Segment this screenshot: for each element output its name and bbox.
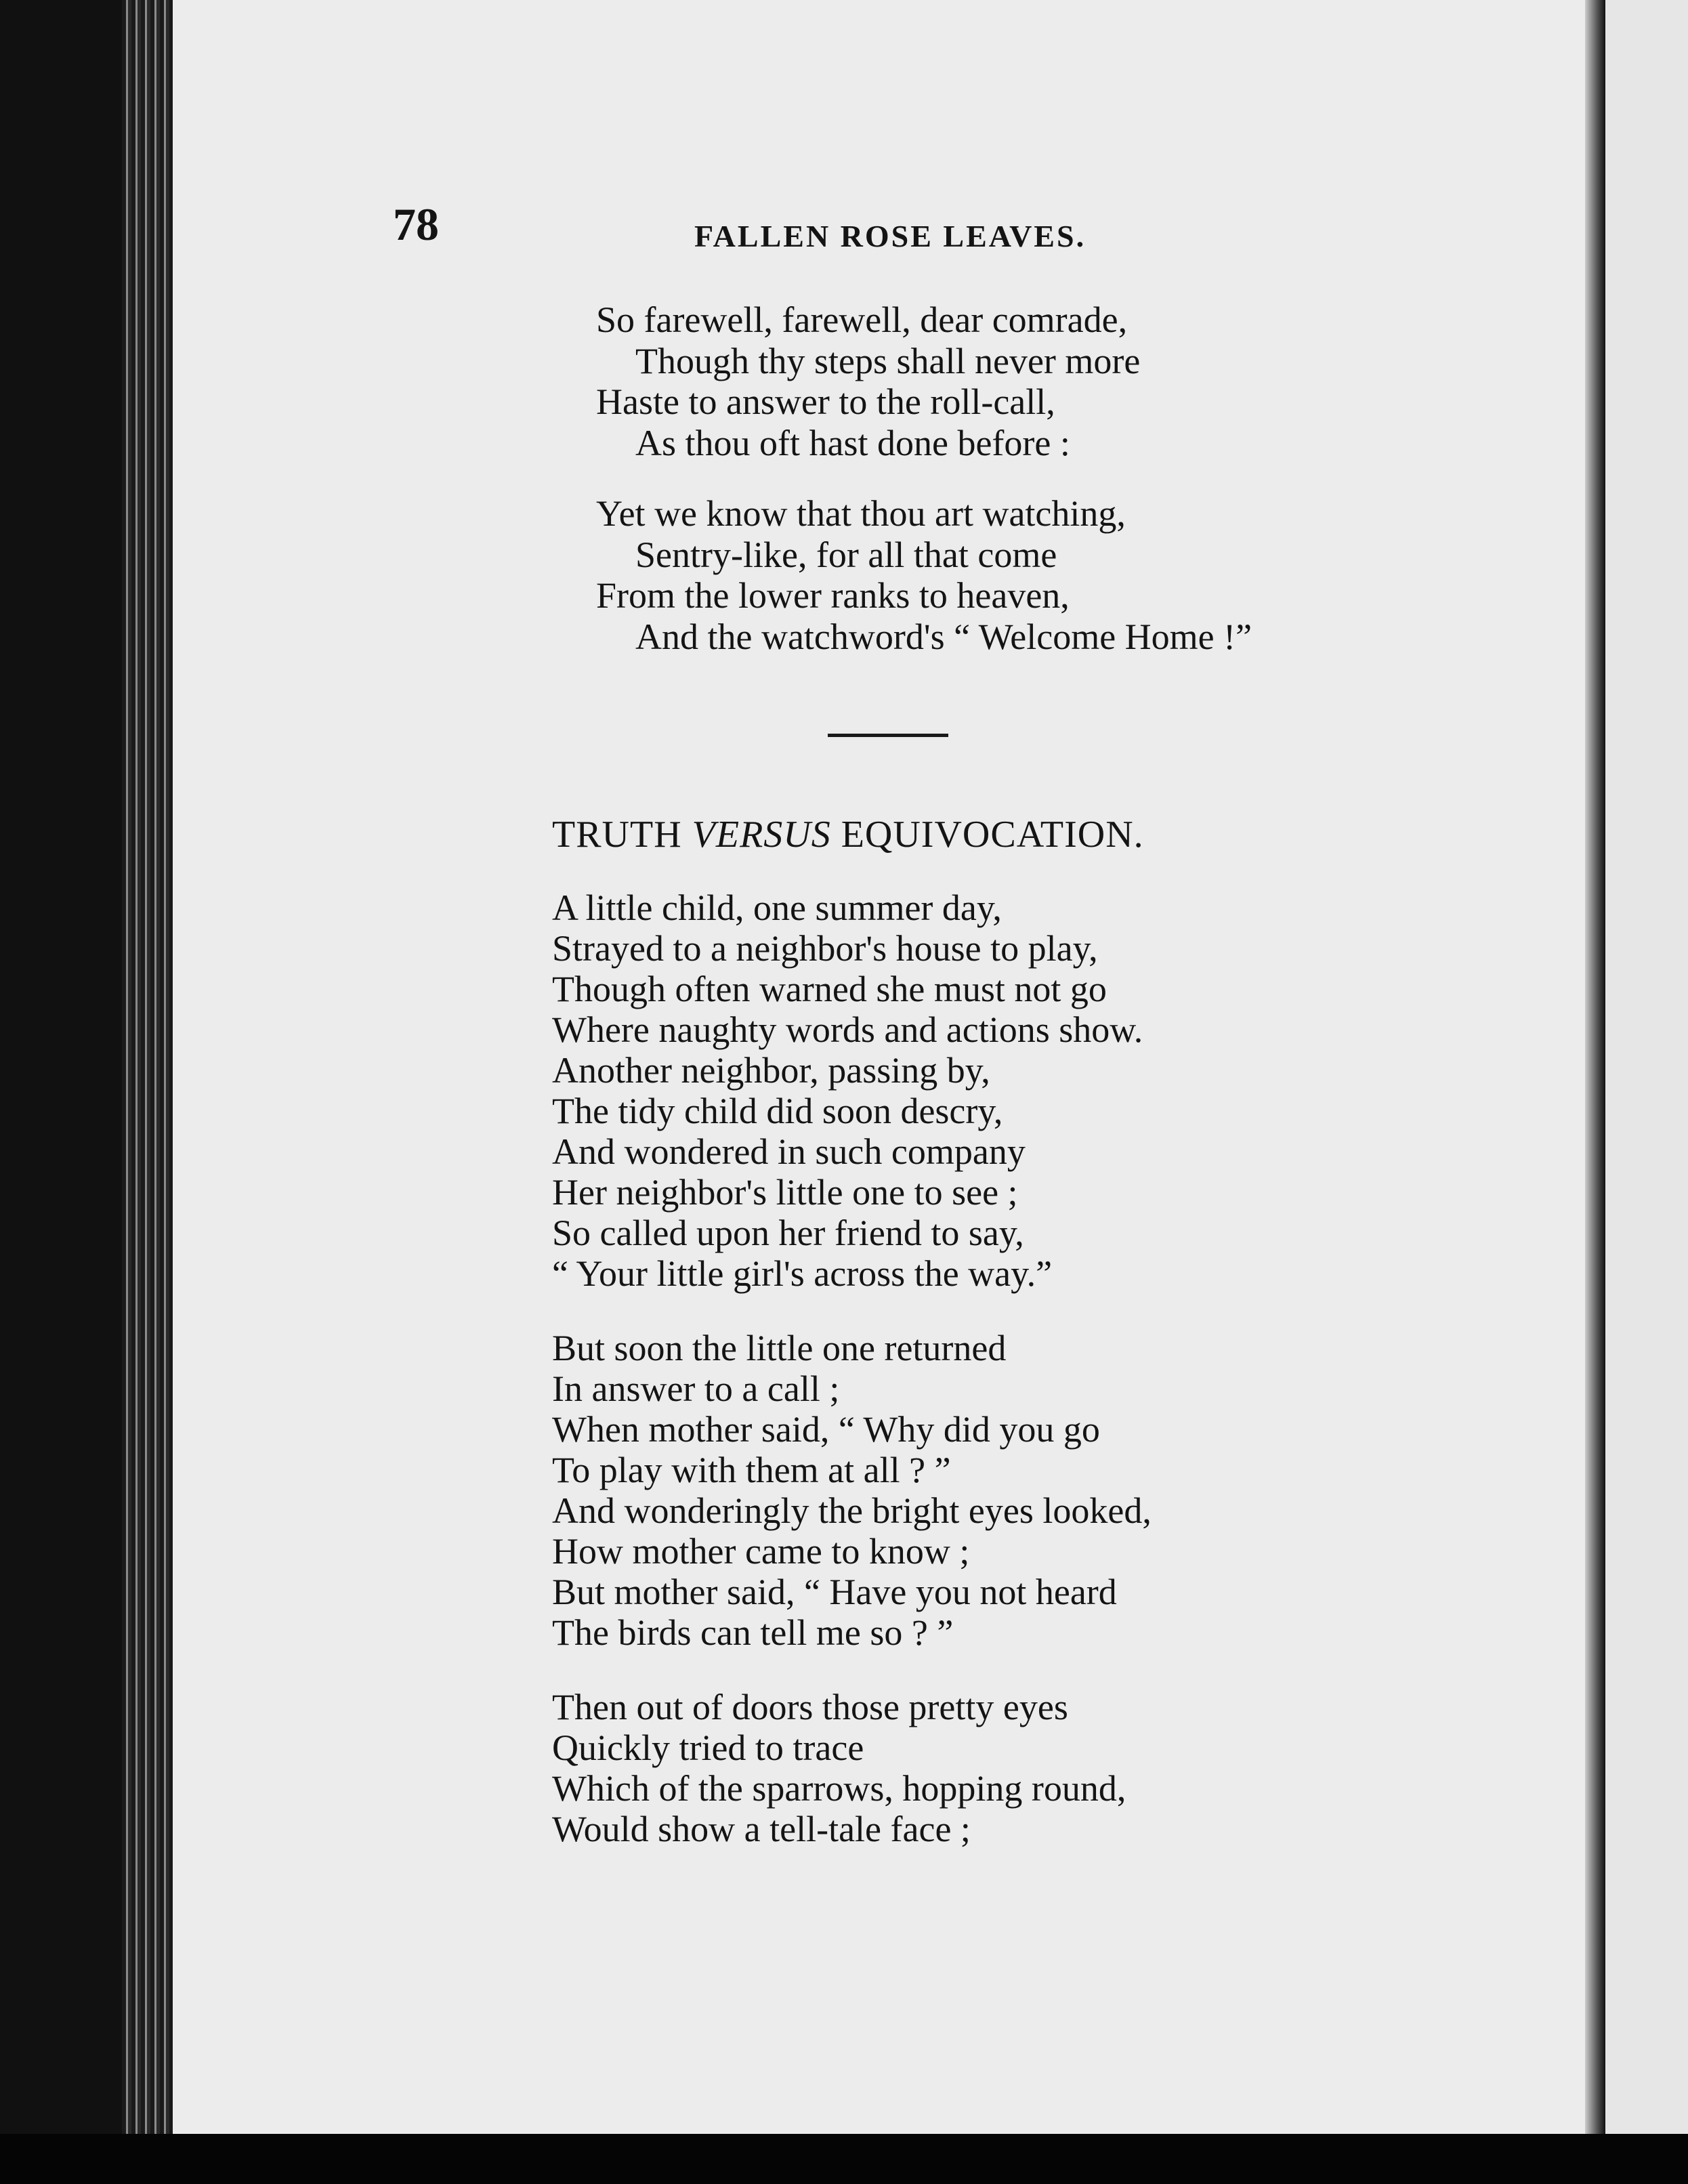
poem2-line: Would show a tell-tale face ; <box>552 1809 971 1849</box>
poem2-line: Strayed to a neighbor's house to play, <box>552 928 1098 969</box>
poem-title-part2: EQUIVOCATION. <box>830 814 1144 856</box>
poem2-line: Though often warned she must not go <box>552 969 1107 1009</box>
poem2-line: Then out of doors those pretty eyes <box>552 1687 1068 1727</box>
poem2-line: Where naughty words and actions show. <box>552 1009 1143 1050</box>
running-title: FALLEN ROSE LEAVES. <box>694 219 1086 253</box>
scan-left-border <box>0 0 135 2184</box>
poem1-line: Sentry-like, for all that come <box>635 534 1057 575</box>
poem1-line: And the watchword's “ Welcome Home !” <box>635 616 1252 657</box>
poem2-line: Which of the sparrows, hopping round, <box>552 1768 1126 1809</box>
poem1-line: Though thy steps shall never more <box>635 341 1141 381</box>
poem2-line: Quickly tried to trace <box>552 1727 864 1768</box>
poem1-line: From the lower ranks to heaven, <box>596 575 1070 616</box>
poem2-line: How mother came to know ; <box>552 1531 970 1572</box>
poem2-line: “ Your little girl's across the way.” <box>552 1253 1053 1294</box>
book-page-edges <box>122 0 176 2184</box>
page-number: 78 <box>393 198 439 250</box>
poem2-line: But soon the little one returned <box>552 1328 1007 1368</box>
poem1-line: As thou oft hast done before : <box>635 423 1070 463</box>
book-gutter <box>1585 0 1605 2134</box>
facing-page-edge <box>1605 0 1688 2134</box>
poem2-line: The tidy child did soon descry, <box>552 1091 1003 1131</box>
poem2-line: The birds can tell me so ? ” <box>552 1612 954 1653</box>
scan-bottom-border <box>0 2134 1688 2184</box>
poem1-line: Haste to answer to the roll-call, <box>596 381 1055 422</box>
poem2-line: And wondered in such company <box>552 1131 1026 1172</box>
poem-title-italic: VERSUS <box>692 814 831 856</box>
poem2-line: So called upon her friend to say, <box>552 1213 1024 1253</box>
poem2-line: A little child, one summer day, <box>552 887 1002 928</box>
poem2-line: And wonderingly the bright eyes looked, <box>552 1490 1152 1531</box>
poem2-line: In answer to a call ; <box>552 1368 840 1409</box>
poem2-line: But mother said, “ Have you not heard <box>552 1572 1117 1612</box>
poem1-line: Yet we know that thou art watching, <box>596 493 1126 534</box>
poem-title <box>552 813 1144 856</box>
poem2-line: To play with them at all ? ” <box>552 1450 951 1490</box>
poem2-line: Her neighbor's little one to see ; <box>552 1172 1018 1213</box>
section-divider <box>828 734 948 737</box>
poem2-line: When mother said, “ Why did you go <box>552 1409 1100 1450</box>
poem1-line: So farewell, farewell, dear comrade, <box>596 299 1128 340</box>
poem-title-part1: TRUTH <box>552 814 692 856</box>
poem2-line: Another neighbor, passing by, <box>552 1050 990 1091</box>
